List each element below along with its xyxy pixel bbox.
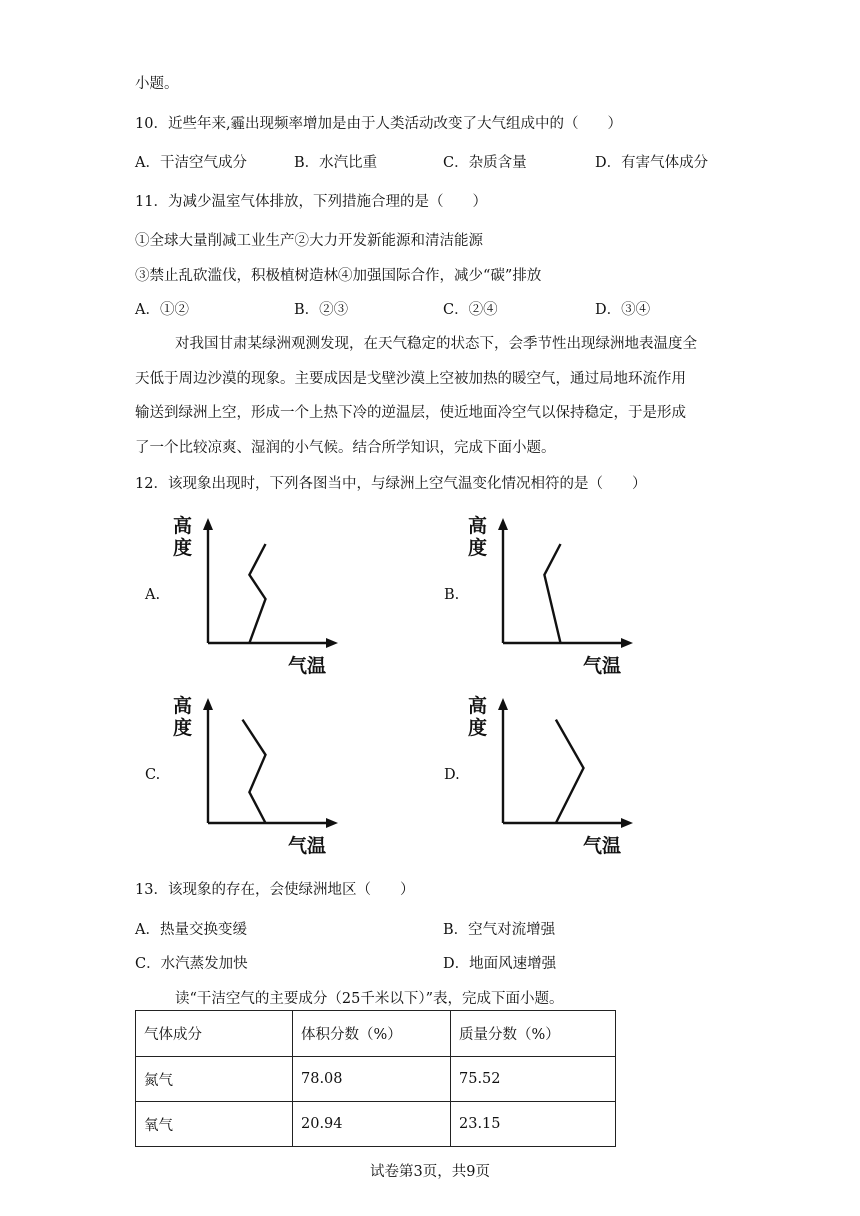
table-cell: 20.94 (293, 1102, 451, 1147)
air-composition-table (135, 1010, 616, 1147)
table-header-cell: 气体成分 (136, 1011, 293, 1057)
previous-question-tail: 小题。 (135, 76, 179, 92)
y-axis-label-top: 高 (173, 515, 193, 537)
y-axis-label-bottom: 度 (468, 537, 488, 559)
temperature-profile-line (249, 544, 265, 643)
x-axis-label: 气温 (583, 835, 622, 857)
table-cell: 氧气 (136, 1102, 293, 1147)
q10-option-c[interactable]: C．杂质含量 (443, 155, 527, 171)
q11-statements-1: ①全球大量削减工业生产②大力开发新能源和清洁能源 (135, 233, 483, 249)
y-axis-label-bottom: 度 (173, 537, 193, 559)
question-13: 13．该现象的存在，会使绿洲地区（ ） (135, 882, 415, 898)
q10-option-b[interactable]: B．水汽比重 (294, 155, 378, 171)
x-axis-label: 气温 (288, 835, 327, 857)
temperature-profile-line (556, 720, 584, 823)
q13-option-d[interactable]: D．地面风速增强 (443, 956, 557, 972)
q12-option-b-letter[interactable]: B. (444, 587, 460, 603)
q11-option-b[interactable]: B．②③ (294, 302, 349, 318)
y-axis-label-bottom: 度 (468, 717, 488, 739)
table-cell: 23.15 (451, 1102, 616, 1147)
page-footer: 试卷第3页，共9页 (370, 1164, 490, 1180)
q12-graph-d (465, 690, 635, 860)
y-axis-label-top: 高 (468, 515, 488, 537)
temperature-profile-line (243, 720, 266, 823)
q13-option-a[interactable]: A．热量交换变缓 (135, 922, 247, 938)
q10-option-d[interactable]: D．有害气体成分 (595, 155, 709, 171)
passage-line-3: 输送到绿洲上空，形成一个上热下冷的逆温层，使近地面冷空气以保持稳定，于是形成 (135, 405, 686, 421)
q13-option-c[interactable]: C．水汽蒸发加快 (135, 956, 248, 972)
passage-line-4: 了一个比较凉爽、湿润的小气候。结合所学知识，完成下面小题。 (135, 440, 556, 456)
passage-line-1: 对我国甘肃某绿洲观测发现，在天气稳定的状态下，会季节性出现绿洲地表温度全 (175, 336, 697, 352)
table-row (136, 1057, 616, 1102)
q12-graph-a (170, 510, 340, 680)
q13-option-b[interactable]: B．空气对流增强 (443, 922, 556, 938)
y-axis-label-bottom: 度 (173, 717, 193, 739)
q11-option-c[interactable]: C．②④ (443, 302, 498, 318)
y-axis-label-top: 高 (468, 695, 488, 717)
q12-option-d-letter[interactable]: D. (444, 767, 460, 783)
q12-option-c-letter[interactable]: C. (145, 767, 161, 783)
q11-option-d[interactable]: D．③④ (595, 302, 651, 318)
table-intro: 读“干洁空气的主要成分（25千米以下）”表，完成下面小题。 (175, 991, 564, 1007)
q12-graph-c (170, 690, 340, 860)
passage-line-2: 天低于周边沙漠的现象。主要成因是戈壁沙漠上空被加热的暖空气，通过局地环流作用 (135, 371, 686, 387)
table-cell: 78.08 (293, 1057, 451, 1102)
table-row (136, 1102, 616, 1147)
table-header-cell: 质量分数（%） (451, 1011, 616, 1057)
temperature-profile-line (544, 544, 560, 643)
question-12: 12．该现象出现时，下列各图当中，与绿洲上空气温变化情况相符的是（ ） (135, 476, 647, 492)
q12-option-a-letter[interactable]: A. (145, 587, 161, 603)
q12-graph-b (465, 510, 635, 680)
q10-option-a[interactable]: A．干洁空气成分 (135, 155, 247, 171)
question-11: 11．为减少温室气体排放，下列措施合理的是（ ） (135, 194, 487, 210)
y-axis-label-top: 高 (173, 695, 193, 717)
q11-statements-2: ③禁止乱砍滥伐，积极植树造林④加强国际合作，减少“碳”排放 (135, 268, 542, 284)
table-header-cell: 体积分数（%） (293, 1011, 451, 1057)
x-axis-label: 气温 (583, 655, 622, 677)
question-10: 10．近些年来,霾出现频率增加是由于人类活动改变了大气组成中的（ ） (135, 116, 623, 132)
x-axis-label: 气温 (288, 655, 327, 677)
q11-option-a[interactable]: A．①② (135, 302, 189, 318)
table-header-row (136, 1011, 616, 1057)
table-cell: 75.52 (451, 1057, 616, 1102)
table-cell: 氮气 (136, 1057, 293, 1102)
